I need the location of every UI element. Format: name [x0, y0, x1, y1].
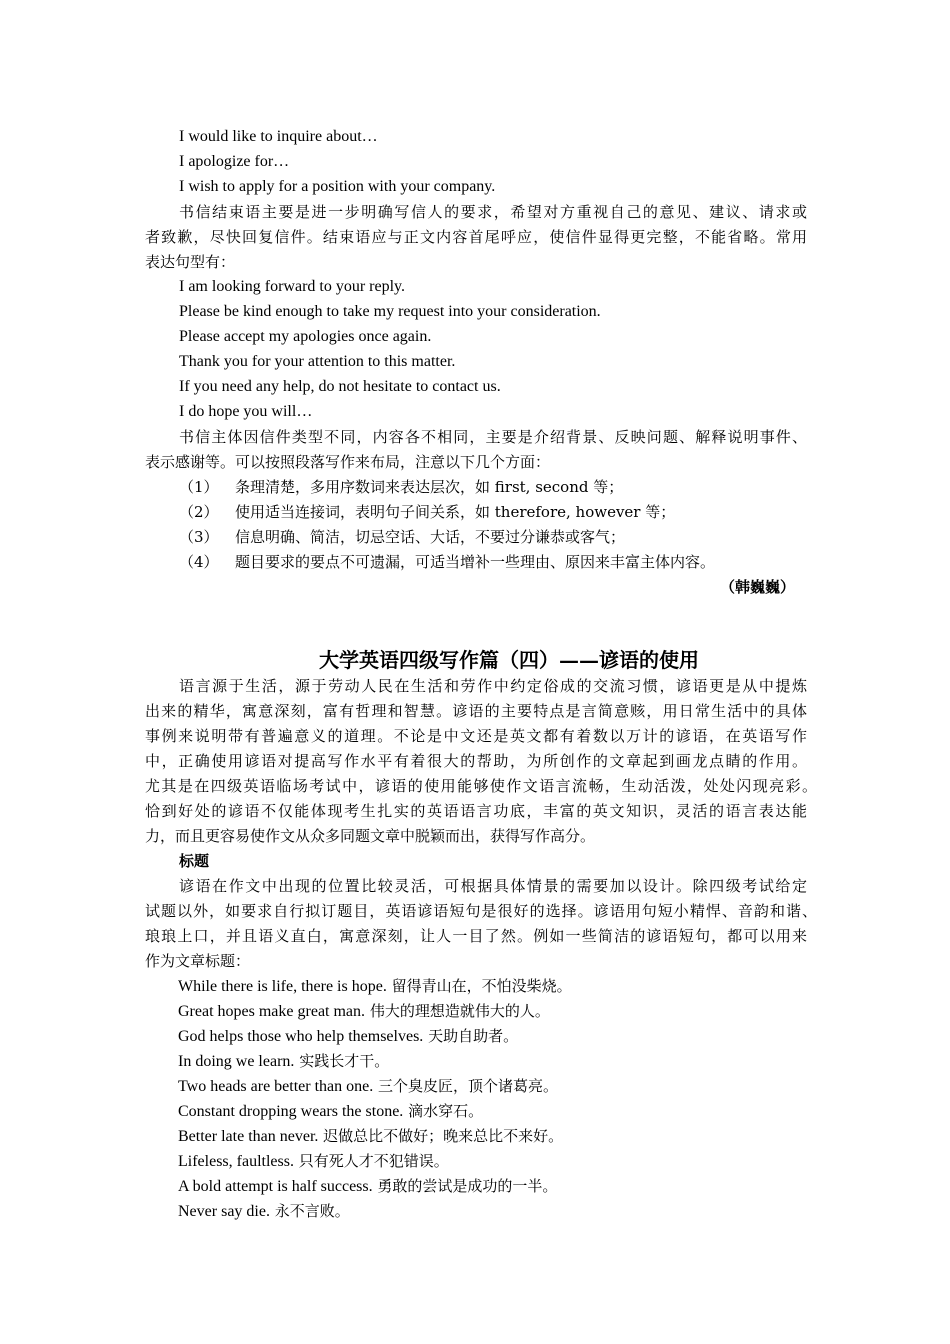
proverb-english: While there is life, there is hope.	[178, 978, 387, 995]
paragraph-line: 表达句型有：	[145, 253, 236, 271]
closing-phrase: Please be kind enough to take my request into your consideration.	[179, 303, 601, 320]
section-title: 大学英语四级写作篇（四）——谚语的使用	[319, 648, 699, 672]
closing-phrase: If you need any help, do not hesitate to contact us.	[179, 378, 501, 395]
paragraph-line: 表示感谢等。可以按照段落写作来布局，注意以下几个方面：	[145, 453, 551, 471]
paragraph-line: 中，正确使用谚语对提高写作水平有着很大的帮助，为所创作的文章起到画龙点睛的作用。	[145, 752, 807, 770]
proverb-item	[178, 1026, 518, 1047]
proverb-chinese: 三个臭皮匠，顶个诸葛亮。	[378, 1077, 559, 1095]
proverb-item	[178, 1101, 483, 1122]
proverb-chinese: 迟做总比不做好；晚来总比不来好。	[323, 1127, 564, 1145]
closing-phrase: Thank you for your attention to this matter.	[179, 353, 456, 370]
list-number: （2）	[179, 503, 219, 521]
proverb-item	[178, 1126, 563, 1147]
proverb-item	[178, 976, 572, 997]
proverb-item	[178, 1201, 350, 1222]
list-number: （4）	[179, 553, 219, 571]
paragraph-line: 力，而且更容易使作文从众多同题文章中脱颖而出，获得写作高分。	[145, 827, 596, 845]
proverb-item	[178, 1051, 389, 1072]
list-item	[179, 502, 675, 522]
author-credit: （韩巍巍）	[720, 578, 796, 596]
closing-phrase: I am looking forward to your reply.	[179, 278, 406, 295]
list-item	[179, 527, 625, 547]
proverb-chinese: 天助自助者。	[428, 1027, 519, 1045]
proverb-english: Constant dropping wears the stone.	[178, 1103, 404, 1120]
proverb-chinese: 只有死人才不犯错误。	[298, 1152, 449, 1170]
list-text: 信息明确、简洁，切忌空话、大话，不要过分谦恭或客气；	[235, 528, 626, 546]
proverb-chinese: 永不言败。	[274, 1202, 350, 1220]
proverb-chinese: 实践长才干。	[299, 1052, 390, 1070]
subheading: 标题	[179, 852, 210, 870]
paragraph-line: 恰到好处的谚语不仅能体现考生扎实的英语语言功底，丰富的英文知识，灵活的语言表达能	[145, 802, 807, 820]
paragraph-line: 事例来说明带有普遍意义的道理。不论是中文还是英文都有着数以万计的谚语，在英语写作	[145, 727, 807, 745]
proverb-item	[178, 1176, 557, 1197]
proverb-english: Lifeless, faultless.	[178, 1153, 294, 1170]
opening-phrase: I would like to inquire about…	[179, 128, 378, 145]
proverb-english: Better late than never.	[178, 1128, 319, 1145]
proverb-english: A bold attempt is half success.	[178, 1178, 373, 1195]
paragraph-line: 书信结束语主要是进一步明确写信人的要求，希望对方重视自己的意见、建议、请求或	[179, 203, 807, 221]
proverb-english: Two heads are better than one.	[178, 1078, 374, 1095]
closing-phrase: Please accept my apologies once again.	[179, 328, 432, 345]
proverb-chinese: 留得青山在，不怕没柴烧。	[391, 977, 572, 995]
list-text: 使用适当连接词，表明句子间关系，如 therefore, however 等；	[235, 503, 676, 521]
proverb-english: Great hopes make great man.	[178, 1003, 366, 1020]
paragraph-line: 作为文章标题：	[145, 952, 251, 970]
paragraph-line: 尤其是在四级英语临场考试中，谚语的使用能够使作文语言流畅，生动活泼，处处闪现亮彩。	[145, 777, 817, 795]
opening-phrase: I apologize for…	[179, 153, 290, 170]
paragraph-line: 语言源于生活，源于劳动人民在生活和劳作中约定俗成的交流习惯，谚语更是从中提炼	[179, 677, 807, 695]
paragraph-line: 琅琅上口，并且语义直白，寓意深刻，让人一目了然。例如一些简洁的谚语短句，都可以用来	[145, 927, 807, 945]
proverb-english: In doing we learn.	[178, 1053, 295, 1070]
paragraph-line: 者致歉，尽快回复信件。结束语应与正文内容首尾呼应，使信件显得更完整，不能省略。常用	[145, 228, 807, 246]
paragraph-line: 谚语在作文中出现的位置比较灵活，可根据具体情景的需要加以设计。除四级考试给定	[179, 877, 807, 895]
proverb-chinese: 伟大的理想造就伟大的人。	[369, 1002, 550, 1020]
paragraph-line: 试题以外，如要求自行拟订题目，英语谚语短句是很好的选择。谚语用句短小精悍、音韵和谐、	[145, 902, 817, 920]
proverb-item	[178, 1001, 550, 1022]
list-text: 题目要求的要点不可遗漏，可适当增补一些理由、原因来丰富主体内容。	[235, 553, 716, 571]
paragraph-line: 出来的精华，寓意深刻，富有哲理和智慧。谚语的主要特点是言简意赅，用日常生活中的具体	[145, 702, 807, 720]
list-number: （3）	[179, 528, 219, 546]
proverb-english: God helps those who help themselves.	[178, 1028, 424, 1045]
proverb-item	[178, 1076, 558, 1097]
proverb-english: Never say die.	[178, 1203, 270, 1220]
proverb-chinese: 滴水穿石。	[408, 1102, 484, 1120]
proverb-item	[178, 1151, 449, 1172]
list-item	[179, 477, 623, 497]
list-text: 条理清楚，多用序数词来表达层次，如 first, second 等；	[235, 478, 624, 496]
opening-phrase: I wish to apply for a position with your company.	[179, 178, 496, 195]
proverb-chinese: 勇敢的尝试是成功的一半。	[377, 1177, 558, 1195]
list-item	[179, 552, 715, 572]
paragraph-line: 书信主体因信件类型不同，内容各不相同，主要是介绍背景、反映问题、解释说明事件、	[179, 428, 807, 446]
closing-phrase: I do hope you will…	[179, 403, 313, 420]
list-number: （1）	[179, 478, 219, 496]
